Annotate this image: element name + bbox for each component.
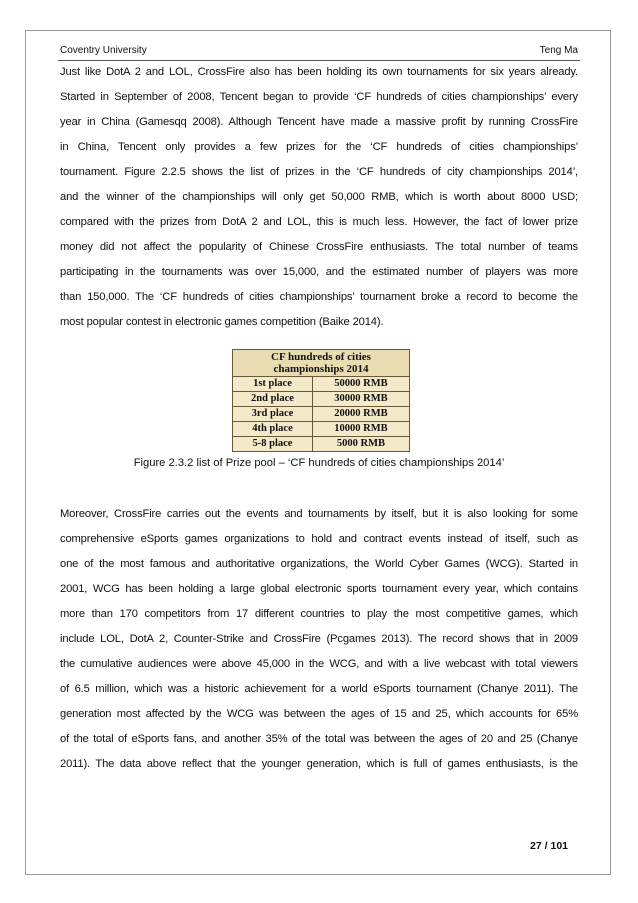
figure-caption: Figure 2.3.2 list of Prize pool – ‘CF hundreds of cities championships 2014’ [133,457,505,469]
prize-cell: 30000 RMB [312,392,409,407]
text-line: money did not affect the popularity of Chinese CrossFire enthusiasts. The total number of teams [60,241,578,253]
placement-cell: 1st place [233,377,313,392]
prize-cell: 5000 RMB [312,437,409,452]
table-row [233,392,410,407]
placement-cell: 3rd place [233,407,313,422]
header-university: Coventry University [60,45,147,56]
prize-cell: 10000 RMB [312,422,409,437]
text-line: one of the most famous and authoritative organizations, the World Cyber Games (WCG). Started in [60,558,578,570]
text-line: 2011). The data above reflect that the younger generation, which is full of games enthusiasts, is the [60,758,578,770]
text-line: generation most affected by the WCG was between the ages of 15 and 25, which accounts for 65% [60,708,578,720]
text-line: tournament. Figure 2.2.5 shows the list of prizes in the ‘CF hundreds of city championships 2014’, [60,166,578,178]
text-line: Started in September of 2008, Tencent began to provide ‘CF hundreds of cities championships’ every [60,91,578,103]
text-line: year in China (Gamesqq 2008). Although Tencent have made a massive profit by running CrossFire [60,116,578,128]
prize-table-title: CF hundreds of cities championships 2014 [233,350,410,377]
paragraph-crossfire-tournaments [60,60,578,335]
text-line: most popular contest in electronic games competition (Baike 2014). [60,316,384,328]
text-line: 2001, WCG has been holding a large global electronic sports tournament every year, which contains [60,583,578,595]
table-row [233,377,410,392]
text-line: than 150,000. The ‘CF hundreds of cities championships’ tournament broke a record to become the [60,291,578,303]
text-line: more than 170 competitors from 17 different countries to play the most competitive games, which [60,608,578,620]
page-number: 27 / 101 [530,840,568,852]
prize-table [232,349,410,452]
text-line: include LOL, DotA 2, Counter-Strike and CrossFire (Pcgames 2013). The record shows that in 2009 [60,633,578,645]
prize-cell: 50000 RMB [312,377,409,392]
text-line: participating in the tournaments was over 15,000, and the estimated number of players was more [60,266,578,278]
header-author: Teng Ma [539,45,578,56]
table-row [233,407,410,422]
text-line: and the winner of the championships will only get 50,000 RMB, which is worth about 8000 USD; [60,191,578,203]
text-line: Just like DotA 2 and LOL, CrossFire also has been holding its own tournaments for six years already. [60,66,578,78]
table-row [233,437,410,452]
text-line: in China, Tencent only provides a few prizes for the ‘CF hundreds of cities championships’ [60,141,578,153]
text-line: of 6.5 million, which was a historic achievement for a world eSports tournament (Chanye 2011). The [60,683,578,695]
table-row [233,422,410,437]
placement-cell: 5-8 place [233,437,313,452]
prize-cell: 20000 RMB [312,407,409,422]
text-line: the cumulative audiences were above 45,000 in the WCG, and with a live webcast with total viewers [60,658,578,670]
paragraph-wcg [60,502,578,777]
placement-cell: 2nd place [233,392,313,407]
text-line: of the total of eSports fans, and another 35% of the total was between the ages of 20 and 25 (Chanye [60,733,578,745]
placement-cell: 4th place [233,422,313,437]
text-line: Moreover, CrossFire carries out the events and tournaments by itself, but it is also looking for some [60,508,578,520]
text-line: comprehensive eSports games organizations to hold and contract events instead of itself, such as [60,533,578,545]
text-line: compared with the prizes from DotA 2 and LOL, this is much less. However, the fact of lower prize [60,216,578,228]
